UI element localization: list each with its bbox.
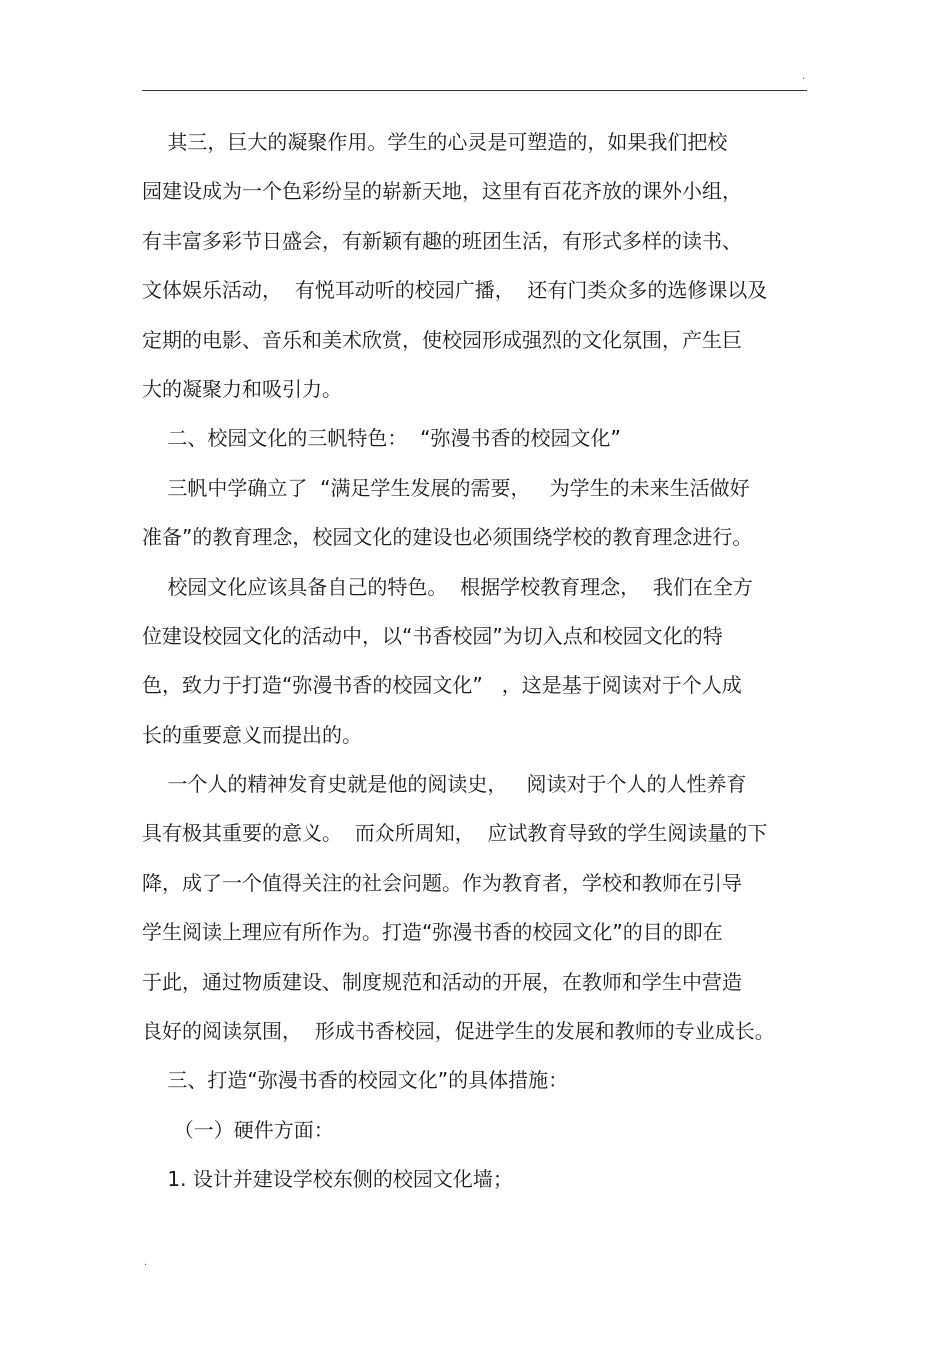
text-line: 二、校园文化的三帆特色： “弥漫书香的校园文化” <box>142 426 621 451</box>
text-line: 定期的电影、音乐和美术欣赏，使校园形成强烈的文化氛围，产生巨 <box>142 327 742 352</box>
text-line: 良好的阅读氛围， 形成书香校园，促进学生的发展和教师的专业成长。 <box>142 1019 775 1044</box>
text-line: 三帆中学确立了 “满足学生发展的需要， 为学生的未来生活做好 <box>142 475 750 500</box>
text-line: 色，致力于打造“弥漫书香的校园文化” ，这是基于阅读对于个人成 <box>142 673 742 698</box>
text-line: 园建设成为一个色彩纷呈的崭新天地，这里有百花齐放的课外小组， <box>142 179 742 204</box>
text-line: 1. 设计并建设学校东侧的校园文化墙； <box>142 1167 513 1192</box>
text-line: 于此，通过物质建设、制度规范和活动的开展，在教师和学生中营造 <box>142 969 742 994</box>
text-line: 准备”的教育理念，校园文化的建设也必须围绕学校的教育理念进行。 <box>142 525 753 550</box>
text-line: 有丰富多彩节日盛会，有新颖有趣的班团生活，有形式多样的读书、 <box>142 228 742 253</box>
text-line: 大的凝聚力和吸引力。 <box>142 376 342 401</box>
header-mark: . <box>802 71 806 82</box>
footer-mark: . <box>144 1257 148 1268</box>
text-line: 学生阅读上理应有所作为。打造“弥漫书香的校园文化”的目的即在 <box>142 920 723 945</box>
text-line: 三、打造“弥漫书香的校园文化”的具体措施： <box>142 1068 569 1093</box>
text-line: 其三，巨大的凝聚作用。学生的心灵是可塑造的，如果我们把校 <box>142 130 728 154</box>
text-line: 位建设校园文化的活动中，以“书香校园”为切入点和校园文化的特 <box>142 623 723 648</box>
text-line: 具有极其重要的意义。 而众所周知， 应试教育导致的学生阅读量的下 <box>142 821 768 846</box>
body-text <box>142 124 812 1211</box>
text-line: 降，成了一个值得关注的社会问题。作为教育者，学校和教师在引导 <box>142 870 742 895</box>
text-line: 文体娱乐活动， 有悦耳动听的校园广播， 还有门类众多的选修课以及 <box>142 278 768 303</box>
text-line: 长的重要意义而提出的。 <box>142 722 362 747</box>
header-rule <box>142 90 807 91</box>
text-line: 校园文化应该具备自己的特色。 根据学校教育理念， 我们在全方 <box>142 574 753 599</box>
text-line: 一个人的精神发育史就是他的阅读史， 阅读对于个人的人性养育 <box>142 772 747 797</box>
text-line: （一）硬件方面： <box>142 1117 334 1142</box>
